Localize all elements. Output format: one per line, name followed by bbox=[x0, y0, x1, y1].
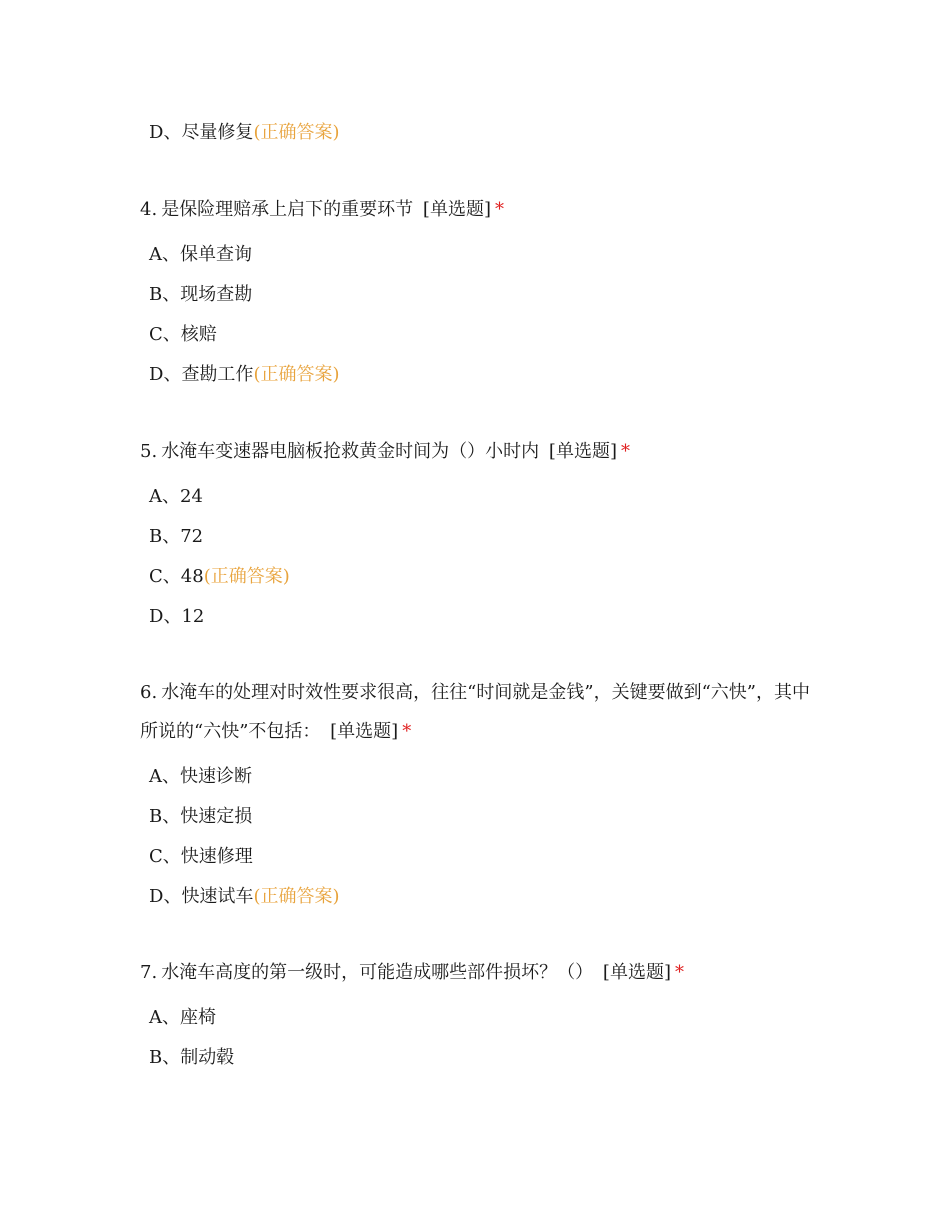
question-5 bbox=[140, 432, 820, 637]
option-text: 保单查询 bbox=[180, 244, 252, 265]
required-asterisk: * bbox=[674, 962, 684, 983]
option-row bbox=[140, 837, 820, 877]
option-separator: 、 bbox=[162, 806, 181, 827]
option-letter: D bbox=[149, 364, 164, 385]
option-row bbox=[140, 757, 820, 797]
option-list bbox=[140, 757, 820, 917]
option-separator: 、 bbox=[162, 846, 181, 867]
option-letter: D bbox=[149, 606, 164, 627]
option-list bbox=[140, 477, 820, 637]
question-7 bbox=[140, 953, 820, 1078]
option-text: 座椅 bbox=[180, 1007, 216, 1028]
option-row bbox=[140, 315, 820, 355]
option-letter: A bbox=[149, 1007, 162, 1028]
question-text: 是保险理赔承上启下的重要环节 bbox=[161, 199, 414, 220]
option-separator: 、 bbox=[162, 324, 181, 345]
option-letter: D bbox=[149, 886, 164, 907]
question-type: [单选题] bbox=[602, 962, 671, 983]
option-separator: 、 bbox=[162, 566, 181, 587]
option-text: 查勘工作 bbox=[181, 364, 254, 385]
required-asterisk: * bbox=[494, 199, 504, 220]
option-text: 尽量修复 bbox=[181, 122, 254, 143]
option-row bbox=[140, 998, 820, 1038]
question-4 bbox=[140, 190, 820, 395]
option-separator: 、 bbox=[162, 284, 181, 305]
option-separator: 、 bbox=[163, 606, 182, 627]
option-list bbox=[140, 998, 820, 1078]
question-type: [单选题] bbox=[422, 199, 491, 220]
question-text: 水淹车变速器电脑板抢救黄金时间为（）小时内 bbox=[161, 441, 540, 462]
question-stem bbox=[140, 432, 820, 471]
option-text: 快速诊断 bbox=[180, 766, 252, 787]
question-type: [单选题] bbox=[548, 441, 617, 462]
option-separator: 、 bbox=[162, 526, 181, 547]
option-text: 12 bbox=[181, 606, 205, 627]
option-row bbox=[149, 120, 339, 146]
option-row bbox=[140, 477, 820, 517]
option-letter: C bbox=[149, 566, 163, 587]
option-separator: 、 bbox=[163, 122, 182, 143]
option-row bbox=[140, 557, 820, 597]
option-letter: B bbox=[149, 806, 163, 827]
option-letter: C bbox=[149, 324, 163, 345]
option-separator: 、 bbox=[163, 886, 182, 907]
correct-answer-tag: (正确答案) bbox=[203, 566, 290, 587]
option-text: 24 bbox=[180, 486, 203, 507]
option-separator: 、 bbox=[162, 766, 180, 787]
question-stem bbox=[140, 953, 820, 992]
option-separator: 、 bbox=[162, 486, 180, 507]
question-number: 6. bbox=[140, 682, 158, 703]
option-text: 48 bbox=[180, 566, 204, 587]
question-number: 7. bbox=[140, 962, 158, 983]
correct-answer-tag: (正确答案) bbox=[253, 122, 340, 143]
option-row bbox=[140, 355, 820, 395]
option-separator: 、 bbox=[162, 244, 180, 265]
option-text: 快速修理 bbox=[180, 846, 253, 867]
question-stem bbox=[140, 673, 820, 751]
option-letter: A bbox=[149, 486, 162, 507]
option-letter: A bbox=[149, 244, 162, 265]
correct-answer-tag: (正确答案) bbox=[253, 886, 340, 907]
question-text: 水淹车的处理对时效性要求很高，往往“时间就是金钱”，关键要做到“六快”，其中所说的“六快”不包括： bbox=[140, 682, 810, 742]
option-letter: A bbox=[149, 766, 162, 787]
option-letter: D bbox=[149, 122, 164, 143]
question-number: 5. bbox=[140, 441, 158, 462]
option-text: 72 bbox=[180, 526, 204, 547]
option-row bbox=[140, 797, 820, 837]
option-text: 现场查勘 bbox=[180, 284, 253, 305]
option-letter: C bbox=[149, 846, 163, 867]
option-letter: B bbox=[149, 526, 163, 547]
question-number: 4. bbox=[140, 199, 158, 220]
option-row bbox=[140, 235, 820, 275]
option-letter: B bbox=[149, 1047, 163, 1068]
required-asterisk: * bbox=[620, 441, 630, 462]
question-stem bbox=[140, 190, 820, 229]
question-6 bbox=[140, 673, 820, 917]
question-type: [单选题] bbox=[330, 721, 399, 742]
required-asterisk: * bbox=[402, 721, 412, 742]
option-row bbox=[140, 877, 820, 917]
option-text: 快速定损 bbox=[180, 806, 253, 827]
option-row bbox=[140, 597, 820, 637]
option-row bbox=[140, 275, 820, 315]
option-text: 制动毂 bbox=[180, 1047, 235, 1068]
option-separator: 、 bbox=[163, 364, 182, 385]
option-row bbox=[140, 1038, 820, 1078]
option-text: 快速试车 bbox=[181, 886, 254, 907]
option-list bbox=[140, 235, 820, 395]
option-text: 核赔 bbox=[180, 324, 217, 345]
question-text: 水淹车高度的第一级时，可能造成哪些部件损坏？（） bbox=[161, 962, 594, 983]
option-separator: 、 bbox=[162, 1007, 180, 1028]
option-row bbox=[140, 517, 820, 557]
option-letter: B bbox=[149, 284, 163, 305]
option-separator: 、 bbox=[162, 1047, 181, 1068]
correct-answer-tag: (正确答案) bbox=[253, 364, 340, 385]
